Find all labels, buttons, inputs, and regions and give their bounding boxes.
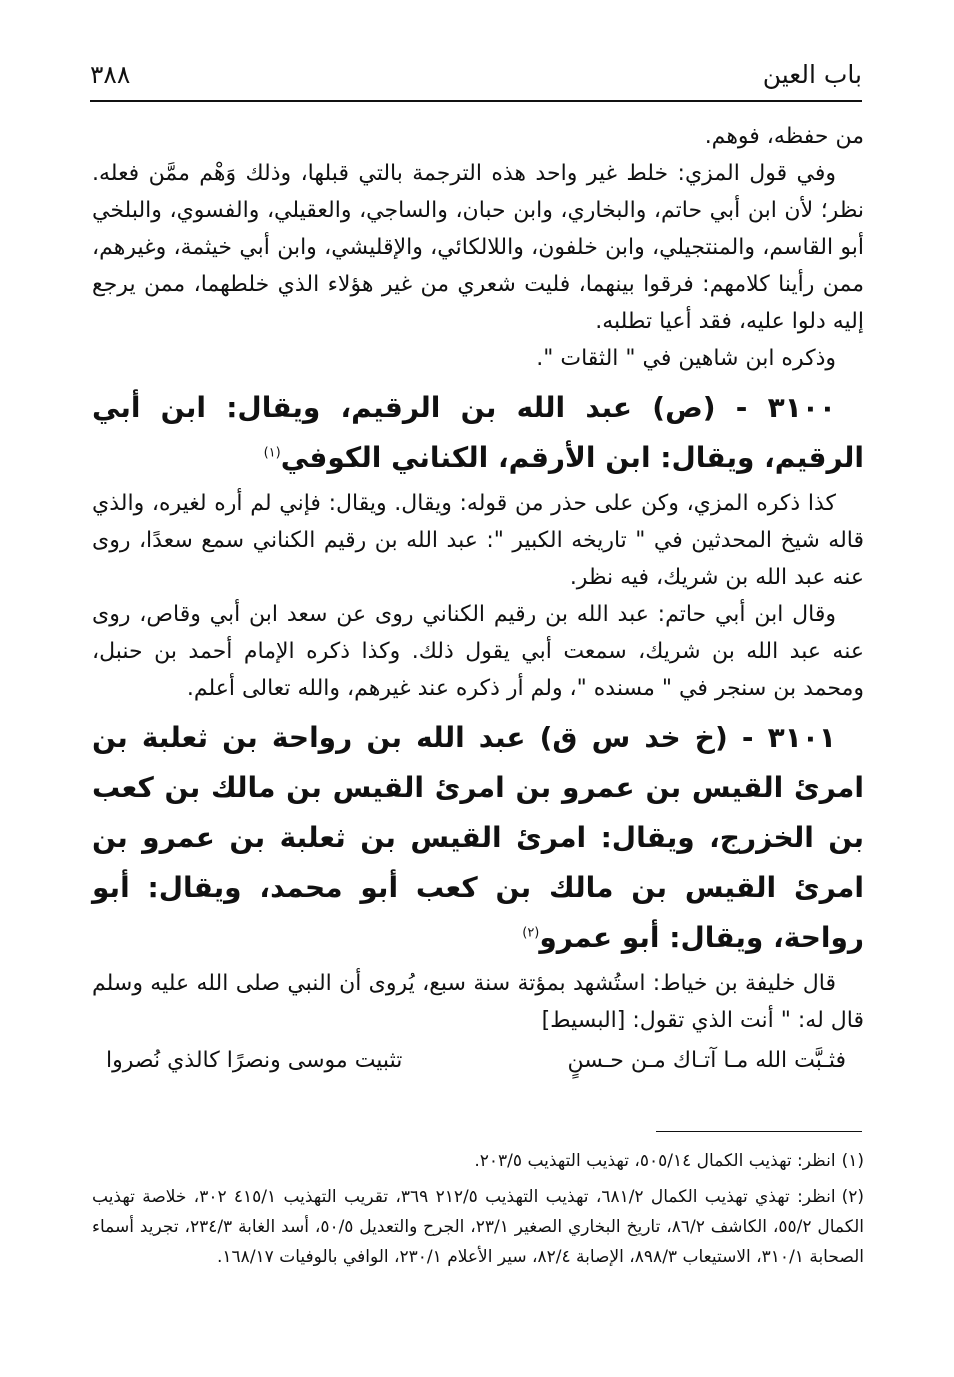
- paragraph: وقال ابن أبي حاتم: عبد الله بن رقيم الكناني روى عن سعد ابن أبي وقاص، روى عنه عبد الله بن شريك، سمعت أبي يقول ذلك. وكذا ذكره الإمام أحمد بن حنبل، ومحمد بن سنجر في " مسنده "، ولم أر ذكره عند غيرهم، والله تعالى أعلم.: [92, 602, 864, 701]
- footnote-text: انظر: تهذي تهذيب الكمال ٦٨١/٢، تهذيب التهذيب ٢١٢/٥ ٣٦٩، تقريب التهذيب ٤١٥/١ ٣٠٢، خلاصة تهذيب الكمال ٥٥/٢، الكاشف ٨٦/٢، تاريخ البخاري الصغير ٢٣/١، الجرح والتعديل ٥٠/٥، أسد الغابة ٢٣٤/٣، تجريد أسماء الصحابة ٣١٠/١، الاستيعاب ٨٩٨/٣، الإصابة ٨٢/٤، سير الأعلام ٢٣٠/١، الوافي بالوفيات ١٦٨/١٧.: [92, 1187, 865, 1267]
- footnote-separator: [656, 1131, 862, 1132]
- entry-heading-text: ٣١٠٠ - (ص) عبد الله بن الرقيم، ويقال: ابن أبي الرقيم، ويقال: ابن الأرقم، الكناني الكوفي: [92, 391, 864, 474]
- poetry-verse: [92, 1041, 864, 1081]
- entry-heading: [92, 383, 864, 483]
- paragraph: كذا ذكره المزي، وكن على حذر من قوله: ويقال. ويقال: فإني لم أره لغيره، والذي قاله شيخ المحدثين في " تاريخه الكبير ": عبد الله بن رقيم الكناني سمع سعدًا، روى عنه عبد الله بن شريك، فيه نظر.: [92, 491, 864, 590]
- paragraph: وذكره ابن شاهين في " الثقات ".: [536, 346, 836, 371]
- footnote-number: (١): [841, 1151, 864, 1171]
- page-number: ٣٨٨: [90, 60, 131, 89]
- main-text: [92, 118, 864, 1081]
- footnote-marker: (١): [263, 445, 281, 461]
- entry-heading: [92, 713, 864, 963]
- verse-second-hemistich: تثبيت موسى ونصرًا كالذي نُصروا: [106, 1048, 403, 1073]
- footnote-text: انظر: تهذيب الكمال ٥٠٥/١٤، تهذيب التهذيب ٢٠٣/٥.: [474, 1151, 836, 1171]
- footnotes: [92, 1146, 864, 1278]
- entry-heading-text: ٣١٠١ - (خ خد س ق) عبد الله بن رواحة بن ثعلبة بن امرئ القيس بن عمرو بن امرئ القيس بن مالك بن كعب بن الخزرج، ويقال: امرئ القيس بن ثعلبة بن عمرو بن امرئ القيس بن مالك بن كعب أبو محمد، ويقال: أبو رواحة، ويقال: أبو عمرو: [92, 721, 864, 954]
- footnote-marker: (٢): [522, 925, 540, 941]
- footnote: [92, 1182, 864, 1272]
- paragraph: من حفظه، فوهم.: [704, 124, 864, 149]
- running-header: [90, 58, 862, 102]
- verse-first-hemistich: فثـبَّت الله مـا آتـاك مـن حـسنٍ: [567, 1048, 846, 1073]
- paragraph: وفي قول المزي: خلط غير واحد هذه الترجمة بالتي قبلها، وذلك وَهْم ممَّن فعله. نظر؛ لأن ابن أبي حاتم، والبخاري، وابن حبان، والساجي، والعقيلي، والفسوي، والبلخي أبو القاسم، والمنتجيلي، وابن خلفون، واللالكائي، والإقليشي، وابن أبي خيثمة، وغيرهم، ممن رأينا كلامهم: فرقوا بينهما، فليت شعري من غير هؤلاء الذي خلطهما، ممن يرجع إليه دلوا عليه، فقد أعيا تطلبه.: [92, 161, 864, 334]
- chapter-title: باب العين: [762, 60, 862, 89]
- footnote: [92, 1146, 864, 1176]
- footnote-number: (٢): [841, 1187, 865, 1207]
- paragraph: قال خليفة بن خياط: استُشهد بمؤتة سنة سبع، يُروى أن النبي صلى الله عليه وسلم قال له: " أنت الذي تقول: [البسيط]: [92, 971, 864, 1033]
